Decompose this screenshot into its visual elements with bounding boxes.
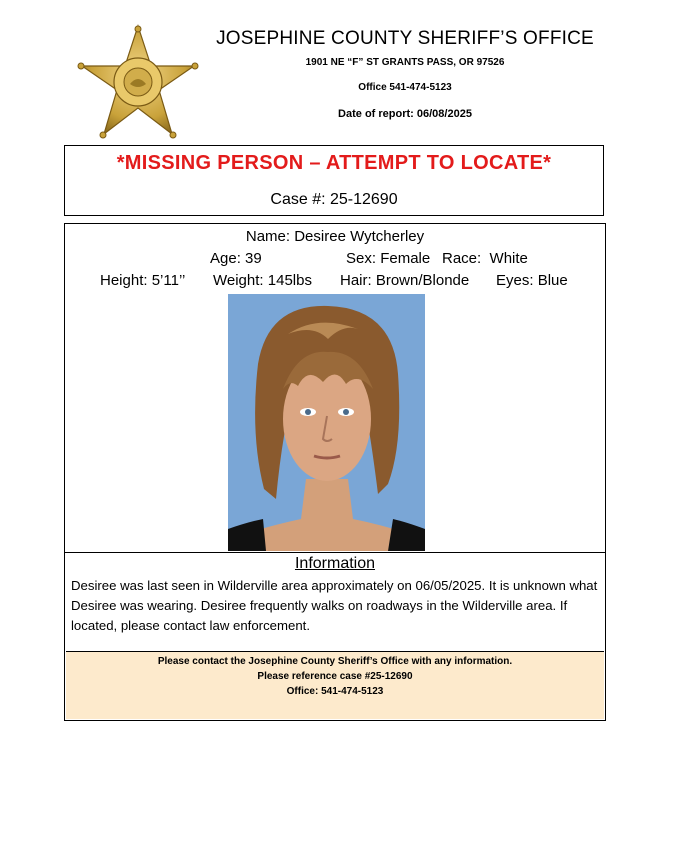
agency-office-phone: Office 541-474-5123 bbox=[358, 82, 452, 93]
case-number: Case #: 25-12690 bbox=[270, 191, 398, 208]
eyes-field: Eyes: Blue bbox=[496, 272, 568, 289]
hair-value: Brown/Blonde bbox=[375, 272, 470, 289]
information-heading: Information bbox=[294, 555, 376, 572]
sex-value: Female bbox=[380, 250, 431, 267]
information-body: Desiree was last seen in Wilderville area approximately on 06/05/2025. It is unknown what Desiree was wearing. Desiree frequently walks on roadways in the Wilderville area. If located, please contact law enforcement. bbox=[71, 578, 598, 633]
height-field: Height: 5’11’’ bbox=[100, 272, 186, 289]
report-date-label: Date of report: bbox=[338, 108, 414, 120]
weight-value: 145lbs bbox=[267, 272, 312, 289]
race-field: Race: White bbox=[442, 250, 528, 267]
person-name: Desiree Wytcherley bbox=[294, 228, 425, 245]
age-field: Age: 39 bbox=[210, 250, 262, 267]
sheriff-badge-icon bbox=[76, 24, 200, 142]
info-divider bbox=[64, 552, 606, 553]
contact-line-3: Office: 541-474-5123 bbox=[286, 686, 384, 697]
bulletin-title: *MISSING PERSON – ATTEMPT TO LOCATE* bbox=[116, 152, 552, 174]
agency-name: JOSEPHINE COUNTY SHERIFF’S OFFICE bbox=[216, 28, 594, 49]
report-date bbox=[200, 108, 610, 120]
age-value: 39 bbox=[245, 250, 262, 267]
weight-field: Weight: 145lbs bbox=[213, 272, 312, 289]
hair-field: Hair: Brown/Blonde bbox=[340, 272, 470, 289]
agency-address: 1901 NE “F” ST GRANTS PASS, OR 97526 bbox=[305, 57, 505, 68]
height-value: 5’11’’ bbox=[151, 272, 186, 289]
person-name-line: Name: Desiree Wytcherley bbox=[245, 228, 425, 245]
report-date-value: 06/08/2025 bbox=[416, 108, 472, 120]
race-value: White bbox=[489, 250, 528, 267]
sex-field: Sex: Female bbox=[346, 250, 431, 267]
contact-line-1: Please contact the Josephine County Sheriff’s Office with any information. bbox=[157, 656, 513, 667]
eyes-value: Blue bbox=[537, 272, 568, 289]
person-photo bbox=[228, 294, 425, 551]
contact-line-2: Please reference case #25-12690 bbox=[257, 671, 413, 682]
